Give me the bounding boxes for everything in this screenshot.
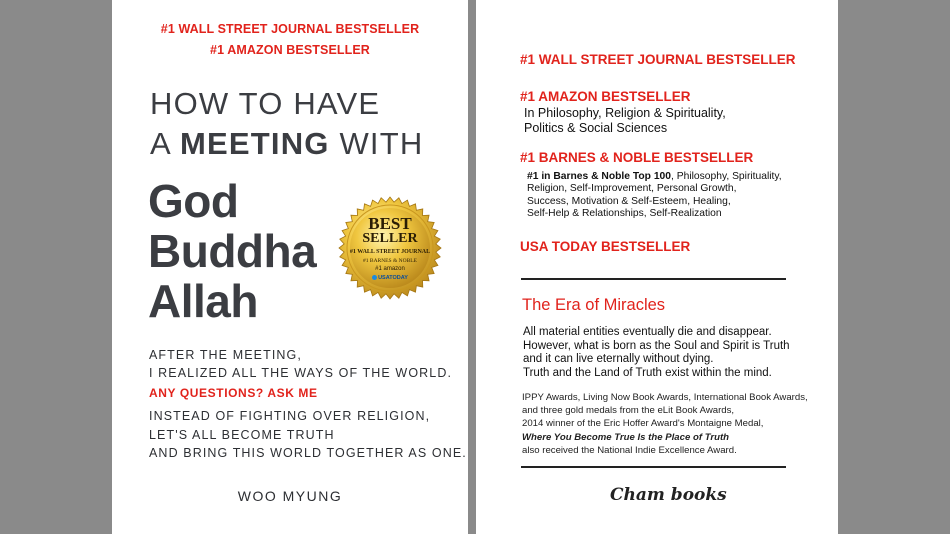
deity-buddha: Buddha — [148, 225, 317, 277]
publisher-logo: Cham books — [610, 485, 727, 505]
usatoday-dot-icon — [372, 275, 377, 280]
amazon-bestseller-badge: #1 AMAZON BESTSELLER — [210, 43, 370, 57]
bn-categories: #1 in Barnes & Noble Top 100, Philosophy, Spirituality, Religion, Self-Improvement, Personal Growth, Success, Motivation & Self-Esteem, Healing, Self-Help & Relationships, Self-Realization — [527, 171, 782, 220]
bestseller-seal — [338, 196, 442, 300]
title-emphasis: MEETING — [179, 126, 330, 161]
era-title: The Era of Miracles — [522, 296, 666, 314]
title-line-1: HOW TO HAVE — [150, 86, 381, 121]
tagline-5: AND BRING THIS WORLD TOGETHER AS ONE. — [149, 446, 467, 460]
ask-me-link[interactable]: ANY QUESTIONS? ASK ME — [149, 386, 318, 400]
tagline-2: I REALIZED ALL THE WAYS OF THE WORLD. — [149, 366, 453, 380]
deity-allah: Allah — [148, 275, 258, 327]
seal-wsj: #1 WALL STREET JOURNAL — [349, 249, 431, 255]
back-bn-heading: #1 BARNES & NOBLE BESTSELLER — [520, 150, 754, 165]
amazon-categories: In Philosophy, Religion & Spirituality, Politics & Social Sciences — [524, 106, 726, 135]
back-cover — [476, 0, 838, 534]
tagline-1: AFTER THE MEETING, — [149, 348, 302, 362]
back-amazon-heading: #1 AMAZON BESTSELLER — [520, 89, 691, 104]
tagline-4: LET'S ALL BECOME TRUTH — [149, 428, 335, 442]
author-name: WOO MYUNG — [237, 488, 343, 504]
divider-bottom — [521, 466, 786, 468]
seal-seller: SELLER — [362, 231, 418, 246]
seal-bn: #1 BARNES & NOBLE — [363, 258, 417, 264]
tagline-3: INSTEAD OF FIGHTING OVER RELIGION, — [149, 409, 431, 423]
gold-seal-icon — [338, 196, 442, 300]
back-usatoday-heading: USA TODAY BESTSELLER — [520, 239, 691, 254]
title-line-2: A MEETING WITH — [150, 126, 424, 161]
wsj-bestseller-badge: #1 WALL STREET JOURNAL BESTSELLER — [160, 22, 420, 36]
front-cover — [112, 0, 468, 534]
synopsis: All material entities eventually die and disappear. However, what is born as the Soul and Spirit is Truth and it can live eternally without dying. Truth and the Land of Truth exist within the mind. — [523, 326, 790, 380]
divider-top — [521, 278, 786, 280]
deity-god: God — [148, 175, 239, 227]
seal-usatoday: USATODAY — [338, 275, 442, 281]
awards-text: IPPY Awards, Living Now Book Awards, International Book Awards, and three gold medals from the eLit Book Awards, 2014 winner of the Eric Hoffer Award's Montaigne Medal, Where You Become True Is the Place of Truth also received the National Indie Excellence Award. — [522, 392, 808, 456]
seal-amazon: #1 amazon — [375, 266, 405, 272]
back-wsj-heading: #1 WALL STREET JOURNAL BESTSELLER — [520, 52, 796, 67]
seal-best: BEST — [368, 214, 412, 233]
